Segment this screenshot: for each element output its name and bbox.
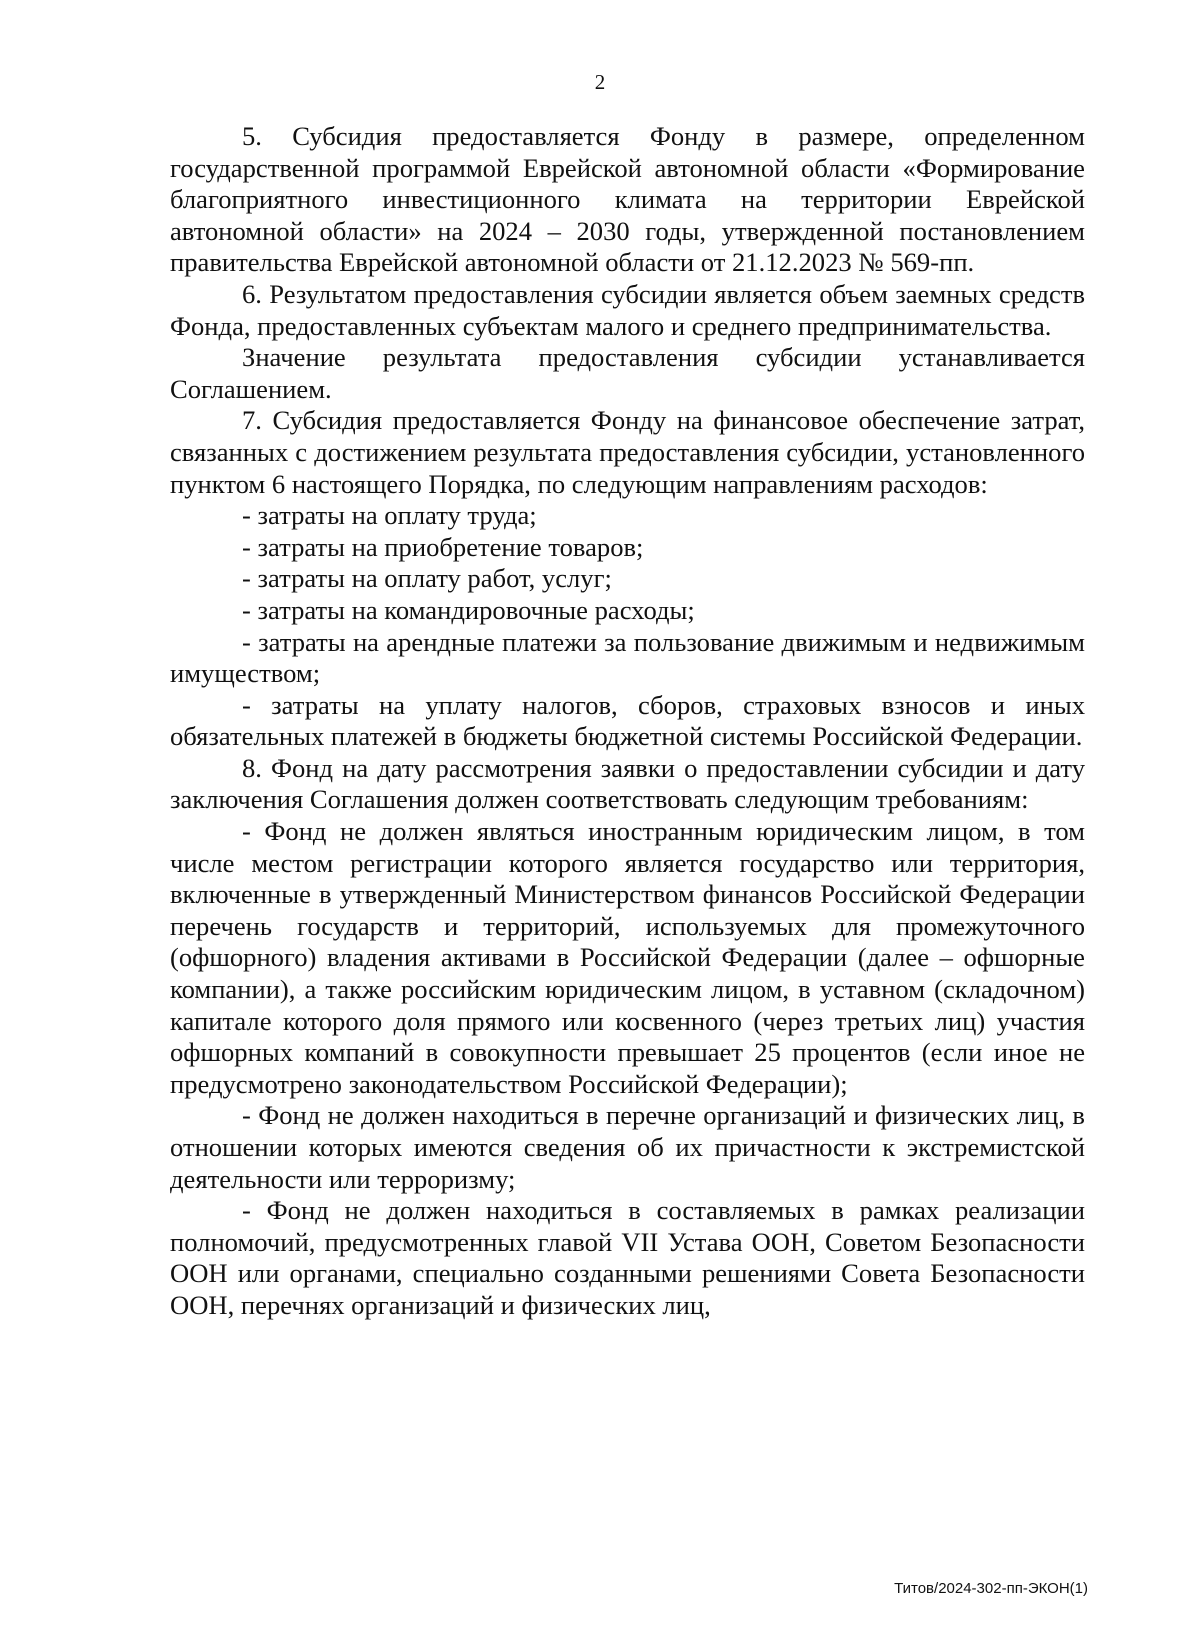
paragraph-item-6: 6. Результатом предоставления субсидии является объем заемных средств Фонда, предоставленных субъектам малого и среднего предпринимательства. — [170, 278, 1085, 341]
expense-list-item: - затраты на приобретение товаров; — [242, 531, 644, 562]
document-reference-footer: Титов/2024-302-пп-ЭКОН(1) — [894, 1580, 1088, 1597]
paragraph-item-8: 8. Фонд на дату рассмотрения заявки о предоставлении субсидии и дату заключения Соглашения должен соответствовать следующим требованиям: — [170, 752, 1085, 815]
requirement-list-item: - Фонд не должен находиться в перечне организаций и физических лиц, в отношении которых имеются сведения об их причастности к экстремистской деятельности или терроризму; — [170, 1100, 1085, 1194]
requirement-list-item: - Фонд не должен находиться в составляемых в рамках реализации полномочий, предусмотренных главой VII Устава ООН, Советом Безопасности ООН или органами, специально созданными решениями Совета Безопасности ООН, перечнях организаций и физических лиц, — [170, 1195, 1085, 1320]
expense-list-item: - затраты на оплату труда; — [242, 500, 537, 531]
expense-list-item: - затраты на оплату работ, услуг; — [242, 563, 612, 594]
expense-list-item: - затраты на арендные платежи за пользование движимым и недвижимым имуществом; — [170, 626, 1085, 689]
paragraph-item-5: 5. Субсидия предоставляется Фонду в размере, определенном государственной программой Еврейской автономной области «Формирование благоприятного инвестиционного климата на территории Еврейской автономной области» на 2024 – 2030 годы, утвержденной постановлением правительства Еврейской автономной области от 21.12.2023 № 569-пп. — [170, 121, 1085, 278]
expense-list-item: - затраты на уплату налогов, сборов, страховых взносов и иных обязательных платежей в бюджеты бюджетной системы Российской Федерации. — [170, 689, 1085, 752]
expense-list-item: - затраты на командировочные расходы; — [242, 594, 695, 625]
paragraph-result-value: Значение результата предоставления субсидии устанавливается Соглашением. — [170, 342, 1085, 404]
document-body — [170, 121, 1085, 1322]
requirement-list-item: - Фонд не должен являться иностранным юридическим лицом, в том числе местом регистрации которого является государство или территория, включенные в утвержденный Министерством финансов Российской Федерации перечень государств и территорий, используемых для промежуточного (офшорного) владения активами в Российской Федерации (далее – офшорные компании), а также российским юридическим лицом, в уставном (складочном) капитале которого доля прямого или косвенного (через третьих лиц) участия офшорных компаний в совокупности превышает 25 процентов (если иное не предусмотрено законодательством Российской Федерации); — [170, 816, 1085, 1099]
page-number: 2 — [594, 70, 606, 94]
paragraph-item-7: 7. Субсидия предоставляется Фонду на финансовое обеспечение затрат, связанных с достижением результата предоставления субсидии, установленного пунктом 6 настоящего Порядка, по следующим направлениям расходов: — [170, 405, 1085, 499]
